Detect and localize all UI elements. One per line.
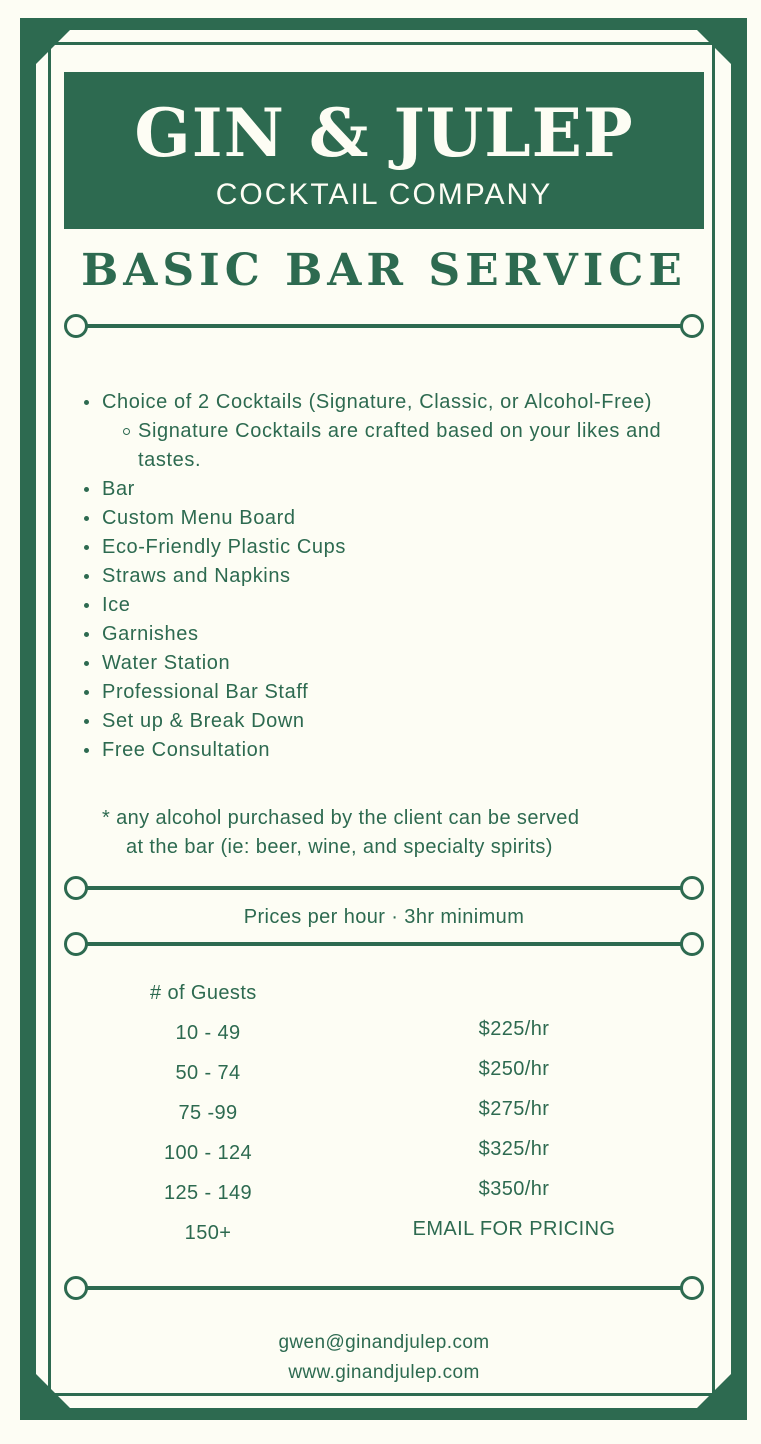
list-item (82, 475, 704, 504)
list-item (82, 649, 704, 678)
price-value: $225/hr (478, 1018, 550, 1040)
brand-header (64, 72, 704, 229)
price-value: $275/hr (478, 1098, 550, 1120)
bullet-icon (84, 516, 89, 521)
contact-info (64, 1328, 704, 1388)
divider-bar (80, 1286, 688, 1290)
divider-circle-icon (680, 876, 704, 900)
alcohol-note (102, 804, 704, 862)
list-item (82, 504, 704, 533)
bullet-icon (84, 574, 89, 579)
price-value: $350/hr (478, 1178, 550, 1200)
divider-circle-icon (680, 314, 704, 338)
divider (62, 932, 706, 956)
table-row (64, 1178, 704, 1212)
bullet-icon (84, 748, 89, 753)
card-content (64, 72, 704, 1388)
bullet-icon (84, 545, 89, 550)
divider-bar (80, 942, 688, 946)
divider-circle-icon (64, 314, 88, 338)
bullet-icon (84, 661, 89, 666)
guests-header: # of Guests (150, 982, 257, 1004)
feature-text: Custom Menu Board (102, 507, 296, 529)
divider (62, 1276, 706, 1300)
price-value: EMAIL FOR PRICING (412, 1218, 616, 1240)
service-title: BASIC BAR SERVICE (81, 245, 687, 296)
list-item (138, 417, 704, 475)
guests-range: 10 - 49 (175, 1022, 241, 1044)
bullet-icon (84, 632, 89, 637)
list-item (82, 620, 704, 649)
list-item (82, 562, 704, 591)
contact-email[interactable]: gwen@ginandjulep.com (278, 1332, 490, 1353)
bullet-icon (84, 400, 89, 405)
price-note: Prices per hour · 3hr minimum (243, 906, 525, 928)
feature-sub-text: Signature Cocktails are crafted based on your likes and tastes. (138, 420, 662, 471)
table-row (64, 1058, 704, 1092)
bullet-icon (84, 719, 89, 724)
divider (62, 314, 706, 338)
table-row (64, 1138, 704, 1172)
brand-title: GIN & JULEP (134, 94, 634, 172)
corner-decoration (685, 18, 747, 80)
guests-range: 150+ (184, 1222, 232, 1244)
price-value: $250/hr (478, 1058, 550, 1080)
feature-list (64, 388, 704, 765)
guests-range: 50 - 74 (175, 1062, 241, 1084)
feature-text: Straws and Napkins (102, 565, 291, 587)
feature-text: Set up & Break Down (102, 710, 305, 732)
pricing-table (64, 956, 704, 1256)
feature-text: Professional Bar Staff (102, 681, 309, 703)
divider-bar (80, 324, 688, 328)
feature-text: Bar (102, 478, 135, 500)
feature-sub-list (102, 417, 704, 475)
list-item (82, 533, 704, 562)
divider-circle-icon (680, 932, 704, 956)
divider-circle-icon (64, 1276, 88, 1300)
note-line: at the bar (ie: beer, wine, and specialty spirits) (126, 836, 553, 858)
corner-decoration (20, 18, 82, 80)
note-line: * any alcohol purchased by the client can be served (102, 807, 580, 829)
guests-range: 100 - 124 (163, 1142, 253, 1164)
feature-text: Eco-Friendly Plastic Cups (102, 536, 346, 558)
bullet-icon (84, 487, 89, 492)
feature-text: Garnishes (102, 623, 199, 645)
feature-text: Ice (102, 594, 131, 616)
table-row (64, 1218, 704, 1252)
divider-circle-icon (64, 932, 88, 956)
bullet-icon (84, 603, 89, 608)
list-item (82, 591, 704, 620)
brand-subtitle: COCKTAIL COMPANY (215, 178, 553, 211)
guests-range: 125 - 149 (163, 1182, 253, 1204)
bullet-icon (84, 690, 89, 695)
divider-circle-icon (680, 1276, 704, 1300)
feature-text: Choice of 2 Cocktails (Signature, Classic, or Alcohol-Free) (102, 391, 653, 413)
feature-text: Water Station (102, 652, 231, 674)
divider-circle-icon (64, 876, 88, 900)
price-value: $325/hr (478, 1138, 550, 1160)
divider (62, 876, 706, 900)
table-row (64, 1018, 704, 1052)
guests-range: 75 -99 (178, 1102, 238, 1124)
contact-website[interactable]: www.ginandjulep.com (288, 1362, 480, 1383)
list-item (82, 736, 704, 765)
list-item (82, 388, 704, 475)
table-row (64, 1098, 704, 1132)
circle-bullet-icon (123, 428, 130, 435)
divider-bar (80, 886, 688, 890)
list-item (82, 707, 704, 736)
feature-text: Free Consultation (102, 739, 271, 761)
list-item (82, 678, 704, 707)
